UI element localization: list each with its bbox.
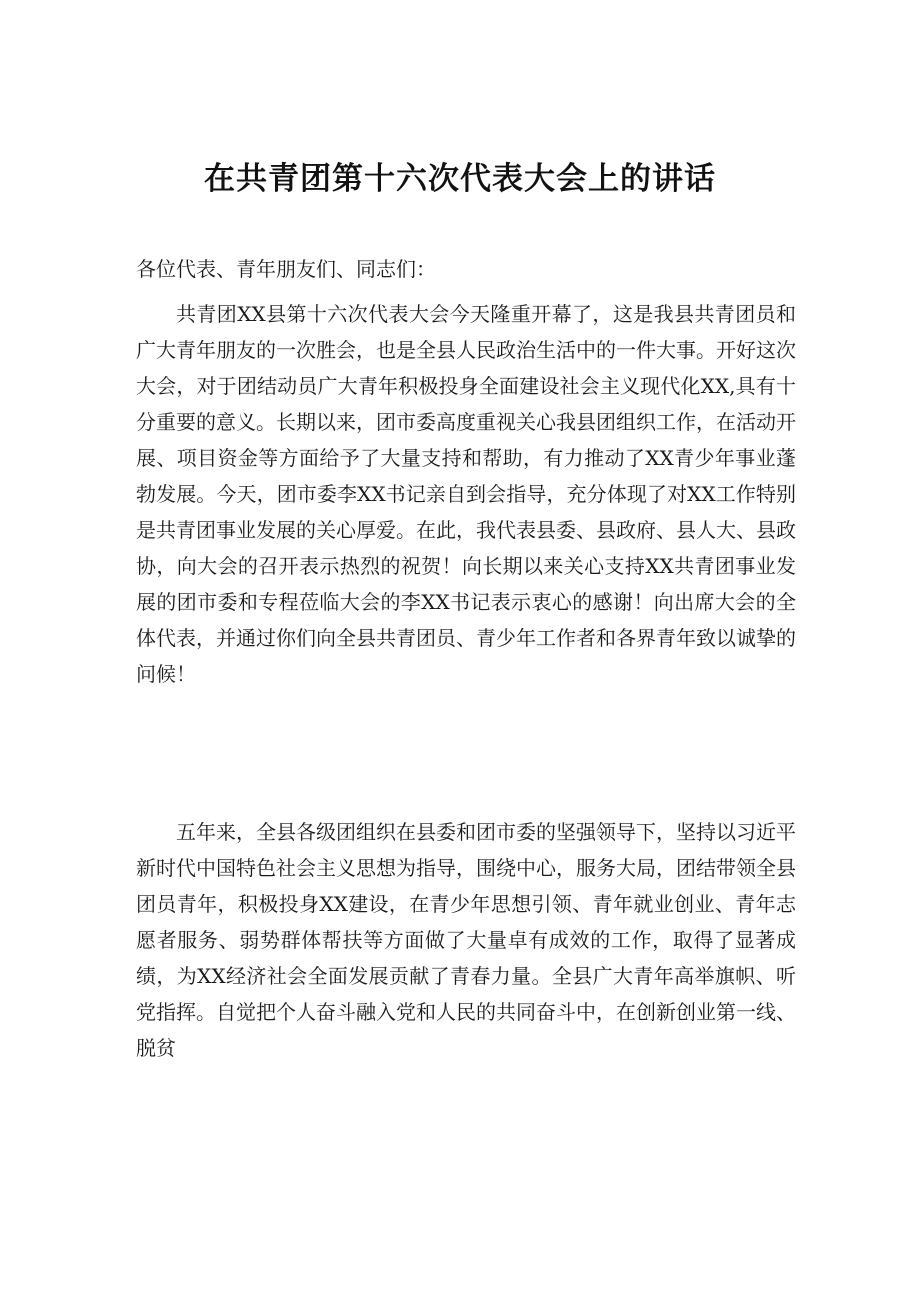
- document-title: 在共青团第十六次代表大会上的讲话: [204, 161, 716, 197]
- paragraph-2: 五年来，全县各级团组织在县委和团市委的坚强领导下，坚持以习近平新时代中国特色社会主义思想为指导，围绕中心，服务大局，团结带领全县团员青年，积极投身XX建设，在青少年思想引领、青年就业创业、青年志愿者服务、弱势群体帮扶等方面做了大量卓有成效的工作，取得了显著成绩，为XX经济社会全面发展贡献了青春力量。全县广大青年高举旗帜、听党指挥。自觉把个人奋斗融入党和人民的共同奋斗中，在创新创业第一线、脱贫: [136, 820, 796, 1060]
- paragraph-1: 共青团XX县第十六次代表大会今天隆重开幕了，这是我县共青团员和广大青年朋友的一次胜会，也是全县人民政治生活中的一件大事。开好这次大会，对于团结动员广大青年积极投身全面建设社会主义现代化XX,具有十分重要的意义。长期以来，团市委高度重视关心我县团组织工作，在活动开展、项目资金等方面给予了大量支持和帮助，有力推动了XX青少年事业蓬勃发展。今天，团市委李XX书记亲自到会指导，充分体现了对XX工作特别是共青团事业发展的关心厚爱。在此，我代表县委、县政府、县人大、县政协，向大会的召开表示热烈的祝贺！向长期以来关心支持XX共青团事业发展的团市委和专程莅临大会的李XX书记表示衷心的感谢！向出席大会的全体代表，并通过你们向全县共青团员、青少年工作者和各界青年致以诚挚的问候！: [136, 302, 796, 686]
- salutation: 各位代表、青年朋友们、同志们：: [136, 257, 436, 281]
